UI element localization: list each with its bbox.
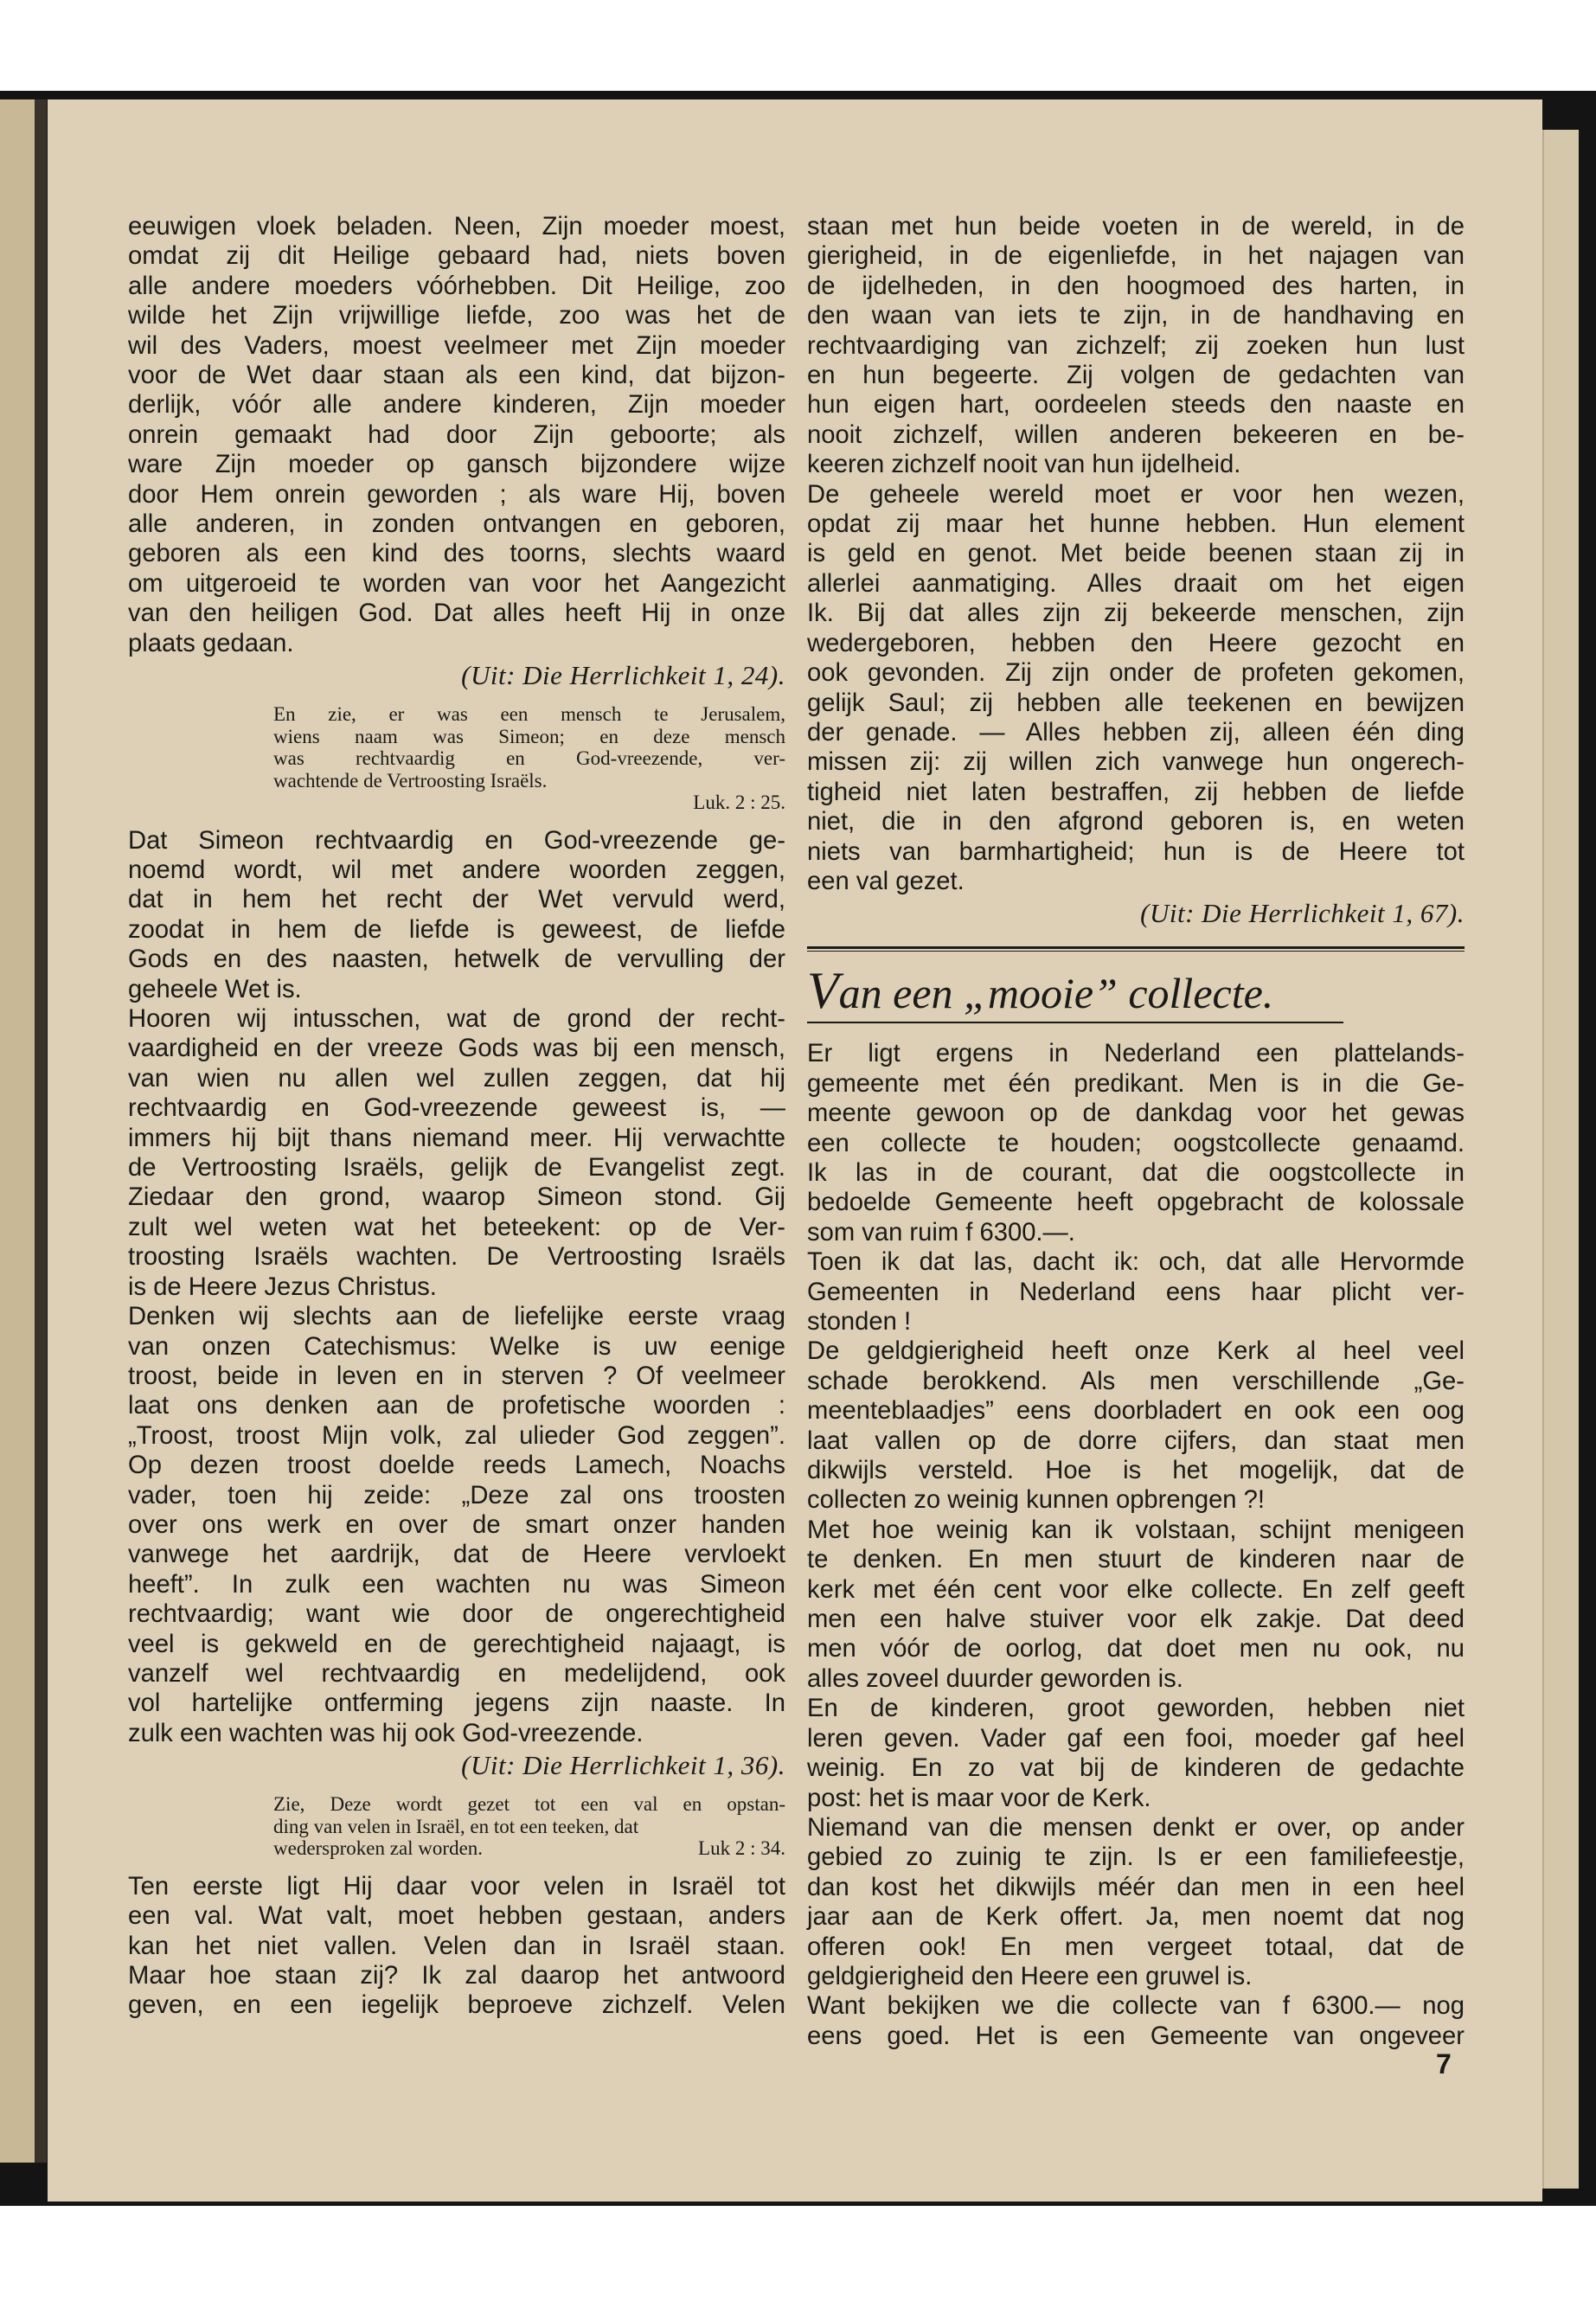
text-line: Denken wij slechts aan de liefelijke eerste vraag [128,1303,785,1331]
heading-initial: V [807,962,839,1020]
heading-text: an een „mooie” collecte. [838,969,1274,1018]
text-line: alle andere moeders vóórhebben. Dit Heilige, zoo [128,272,785,300]
text-line: Op dezen troost doelde reeds Lamech, Noachs [128,1452,785,1480]
text-line: omdat zij dit Heilige gebaard had, niets boven [128,242,785,271]
text-line: Dat Simeon rechtvaardig en God-vreezende ge- [128,826,785,855]
text-line: En de kinderen, groot geworden, hebben niet [807,1695,1465,1723]
text-line: De geheele wereld moet er voor hen wezen, [807,480,1465,509]
left-column [128,212,785,2021]
paragraph [807,1247,1465,1336]
text-line: zoodat in hem de liefde is geweest, de liefde [128,915,785,944]
text-line: is geld en genot. Met beide beenen staan zij in [807,540,1465,568]
text-line: tigheid niet laten bestraffen, zij hebben de liefde [807,778,1465,806]
text-line: was rechtvaardig en God-vreezende, ver- [273,747,785,770]
text-line: men vóór de oorlog, dat doet men nu ook, nu [807,1635,1465,1663]
text-line: van den heiligen God. Dat alles heeft Hij in onze [128,599,785,628]
paragraph [128,1302,785,1748]
text-line: eeuwigen vloek beladen. Neen, Zijn moeder moest, [128,213,785,240]
text-line: alle anderen, in zonden ontvangen en geboren, [128,510,785,539]
text-line: troosting Israëls wachten. De Vertroosting Israëls [128,1243,785,1272]
text-line: De geldgierigheid heeft onze Kerk al heel veel [807,1337,1465,1366]
text-line: Hooren wij intusschen, wat de grond der recht- [128,1005,785,1034]
text-line: van onzen Catechismus: Welke is uw eenige [128,1332,785,1361]
paragraph [807,1039,1465,1247]
text-line: Toen ik dat las, dacht ik: och, dat alle Hervormde [807,1248,1465,1277]
quote-reference: Luk 2 : 34. [698,1837,785,1860]
text-line: gelijk Saul; zij hebben alle teekenen en bewijzen [807,689,1465,717]
text-line: te denken. En men stuurt de kinderen naar de [807,1546,1465,1574]
text-line: geldgierigheid den Heere een gruwel is. [807,1962,1253,1990]
text-line: men een halve stuiver voor elk zakje. Dat deed [807,1606,1465,1634]
text-line: jaar aan de Kerk offert. Ja, men noemt dat nog [807,1903,1465,1932]
text-line: Niemand van die mensen denkt er over, op ander [807,1813,1465,1842]
text-line: vol hartelijke ontferming jegens zijn naaste. In [128,1689,785,1718]
text-line: dat in hem het recht der Wet vervuld werd, [128,886,785,914]
text-line: geboren als een kind des toorns, slechts waard [128,540,785,568]
text-line: is de Heere Jezus Christus. [128,1272,437,1301]
text-line: ware Zijn moeder op gansch bijzondere wijze [128,451,785,479]
text-line: de Vertroosting Israëls, gelijk de Evangelist zegt. [128,1154,785,1183]
text-line: schade berokkend. Als men verschillende „Ge- [807,1367,1465,1395]
text-line: bedoelde Gemeente heeft opgebracht de kolossale [807,1189,1465,1217]
text-line: missen zij: zij willen zich vanwege hun ongerech- [807,748,1465,777]
text-line: der genade. — Alles hebben zij, alleen één ding [807,718,1465,747]
text-line: niets van barmhartigheid; hun is de Heere tot [807,837,1465,866]
text-line: Want bekijken we die collecte van f 6300.— nog [807,1992,1465,2021]
text-line: derlijk, vóór alle andere kinderen, Zijn moeder [128,391,785,420]
text-line: veel is gekweld en de gerechtigheid najaagt, is [128,1630,785,1658]
quote-line [273,1837,785,1860]
paragraph [807,480,1465,897]
paragraph [807,212,1465,480]
text-line: wil des Vaders, moest veelmeer met Zijn moeder [128,331,785,360]
article-heading [807,962,1343,1023]
text-line: de ijdelheden, in den hoogmoed des harten, in [807,272,1465,300]
text-line: eens goed. Het is een Gemeente van ongeveer [807,2022,1465,2050]
text-line: noemd wordt, wil met andere woorden zeggen, [128,856,785,884]
text-line: een val gezet. [807,867,965,895]
text-line: vaardigheid en der vreeze Gods was bij een mensch, [128,1035,785,1063]
text-line: gemeente met één predikant. Men is in die Ge- [807,1069,1465,1098]
text-line: dikwijls versteld. Hoe is het mogelijk, dat de [807,1457,1465,1485]
text-line: dan kost het dikwijls méér dan men in een heel [807,1873,1465,1901]
text-line: Ik. Bij dat alles zijn zij bekeerde menschen, zijn [807,599,1465,628]
text-line: niet, die in den afgrond geboren is, en weten [807,808,1465,836]
section-divider-thin [807,951,1465,952]
text-line: rechtvaardig; want wie door de ongerechtigheid [128,1600,785,1629]
text-line: opdat zij maar het hunne hebben. Hun element [807,510,1465,539]
text-line: kerk met één cent voor elke collecte. En zelf geeft [807,1575,1465,1604]
previous-page-edge [0,99,35,2163]
text-line: kan het niet vallen. Velen dan in Israël staan. [128,1932,785,1960]
text-line: wedergeboren, hebben den Heere gezocht en [807,629,1465,657]
text-line: plaats gedaan. [128,629,294,657]
text-line: geven, en een iegelijk beproeve zichzelf. Velen [128,1991,785,2020]
paragraph [807,1991,1465,2051]
text-line: gierigheid, in de eigenliefde, in het najagen van [807,242,1465,271]
text-line: vanwege het aardrijk, dat de Heere vervloekt [128,1541,785,1569]
text-line: nooit zichzelf, willen anderen bekeeren en be- [807,420,1465,449]
text-line: Zie, Deze wordt gezet tot een val en opstan- [273,1793,785,1816]
text-line: en hun begeerte. Zij volgen de gedachten van [807,362,1465,390]
text-line: leren geven. Vader gaf een fooi, moeder gaf heel [807,1724,1465,1753]
paragraph [807,1694,1465,1813]
text-line: Ten eerste ligt Hij daar voor velen in Israël tot [128,1872,785,1900]
text-line: ook gevonden. Zij zijn onder de profeten gekomen, [807,659,1465,688]
text-line: om uitgeroeid te worden van voor het Aangezicht [128,569,785,598]
text-line: Gods en des naasten, hetwelk de vervulling der [128,945,785,974]
text-line: gebied zo zuinig te zijn. Is er een familiefeestje, [807,1843,1465,1872]
paragraph [128,1004,785,1302]
book-spine [35,99,47,2163]
paragraph [807,1336,1465,1515]
paragraph [128,826,785,1004]
text-line: zult wel weten wat het beteekent: op de Ver- [128,1213,785,1241]
text-line: post: het is maar voor de Kerk. [807,1784,1151,1812]
text-line: Ik las in de courant, dat die oogstcollecte in [807,1158,1465,1187]
text-line: En zie, er was een mensch te Jerusalem, [273,703,785,726]
text-line: ding van velen in Israël, en tot een teeken, dat [273,1815,639,1837]
scripture-quote [273,1793,785,1860]
text-line: rechtvaardiging van zichzelf; zij zoeken hun lust [807,331,1465,360]
source-citation: (Uit: Die Herrlichkeit 1, 24). [461,660,785,691]
text-line: Ziedaar den grond, waarop Simeon stond. Gij [128,1183,785,1212]
text-line: meente gewoon op de dankdag voor het gewas [807,1099,1465,1128]
text-line: wilde het Zijn vrijwillige liefde, zoo was het de [128,302,785,330]
source-citation: (Uit: Die Herrlichkeit 1, 67). [1140,898,1465,929]
quote-line-text: wedersproken zal worden. [273,1837,484,1860]
section-divider [807,946,1465,949]
text-line: troost, beide in leven en in sterven ? Of veelmeer [128,1362,785,1390]
text-line: som van ruim f 6300.—. [807,1218,1075,1247]
text-line: Er ligt ergens in Nederland een plattelands- [807,1040,1465,1068]
paragraph [807,1516,1465,1694]
text-line: Maar hoe staan zij? Ik zal daarop het antwoord [128,1961,785,1990]
text-line: den waan van iets te zijn, in de handhaving en [807,302,1465,330]
text-line: Met hoe weinig kan ik volstaan, schijnt menigeen [807,1516,1465,1544]
quote-lines [273,1793,785,1837]
text-line: meenteblaadjes” eens doorbladert en ook een oog [807,1397,1465,1426]
text-line: laat ons denken aan de profetische woorden : [128,1392,785,1420]
text-line: stonden ! [807,1308,912,1336]
text-line: offeren ook! En men vergeet totaal, dat de [807,1932,1465,1961]
text-line: zulk een wachten was hij ook God-vreezende. [128,1719,644,1747]
paragraph [807,1813,1465,1991]
text-line: „Troost, troost Mijn volk, zal ulieder God zeggen”. [128,1421,785,1450]
text-line: wiens naam was Simeon; en deze mensch [273,725,785,747]
quote-lines [273,703,785,792]
next-page-edge [1542,130,1579,2189]
text-line: staan met hun beide voeten in de wereld, in de [807,213,1465,240]
text-line: vader, toen hij zeide: „Deze zal ons troosten [128,1481,785,1509]
text-line: hun eigen hart, oordeelen steeds den naaste en [807,391,1465,420]
scripture-quote [273,703,785,814]
text-line: collecten zo weinig kunnen opbrengen ?! [807,1486,1265,1515]
text-line: geheele Wet is. [128,975,302,1003]
text-line: onrein gemaakt had door Zijn geboorte; als [128,420,785,449]
text-line: Gemeenten in Nederland eens haar plicht ver- [807,1278,1465,1306]
text-line: voor de Wet daar staan als een kind, dat bijzon- [128,362,785,390]
quote-reference: Luk. 2 : 25. [693,792,785,814]
text-line: weinig. En zo vat bij de kinderen de gedachte [807,1754,1465,1783]
text-line: allerlei aanmatiging. Alles draait om het eigen [807,569,1465,598]
paragraph [128,1872,785,2021]
text-line: keeren zichzelf nooit van hun ijdelheid. [807,451,1241,479]
text-line: immers hij bijt thans niemand meer. Hij verwachtte [128,1124,785,1152]
text-line: vanzelf wel rechtvaardig en medelijdend, ook [128,1659,785,1688]
right-column [807,212,1465,2051]
text-line: door Hem onrein geworden ; als ware Hij, boven [128,480,785,509]
text-line: alles zoveel duurder geworden is. [807,1664,1183,1693]
paragraph [128,212,785,658]
text-line: laat vallen op de dorre cijfers, dan staat men [807,1426,1465,1455]
source-citation: (Uit: Die Herrlichkeit 1, 36). [461,1750,785,1781]
text-line: rechtvaardig en God-vreezende geweest is, — [128,1094,785,1123]
text-line: een val. Wat valt, moet hebben gestaan, anders [128,1902,785,1931]
text-line: wachtende de Vertroosting Israëls. [273,769,548,792]
text-line: over ons werk en over de smart onzer handen [128,1510,785,1539]
text-line: van wien nu allen wel zullen zeggen, dat hij [128,1064,785,1093]
page-number: 7 [1436,2048,1452,2080]
text-line: heeft”. In zulk een wachten nu was Simeon [128,1570,785,1599]
text-line: een collecte te houden; oogstcollecte genaamd. [807,1129,1465,1157]
